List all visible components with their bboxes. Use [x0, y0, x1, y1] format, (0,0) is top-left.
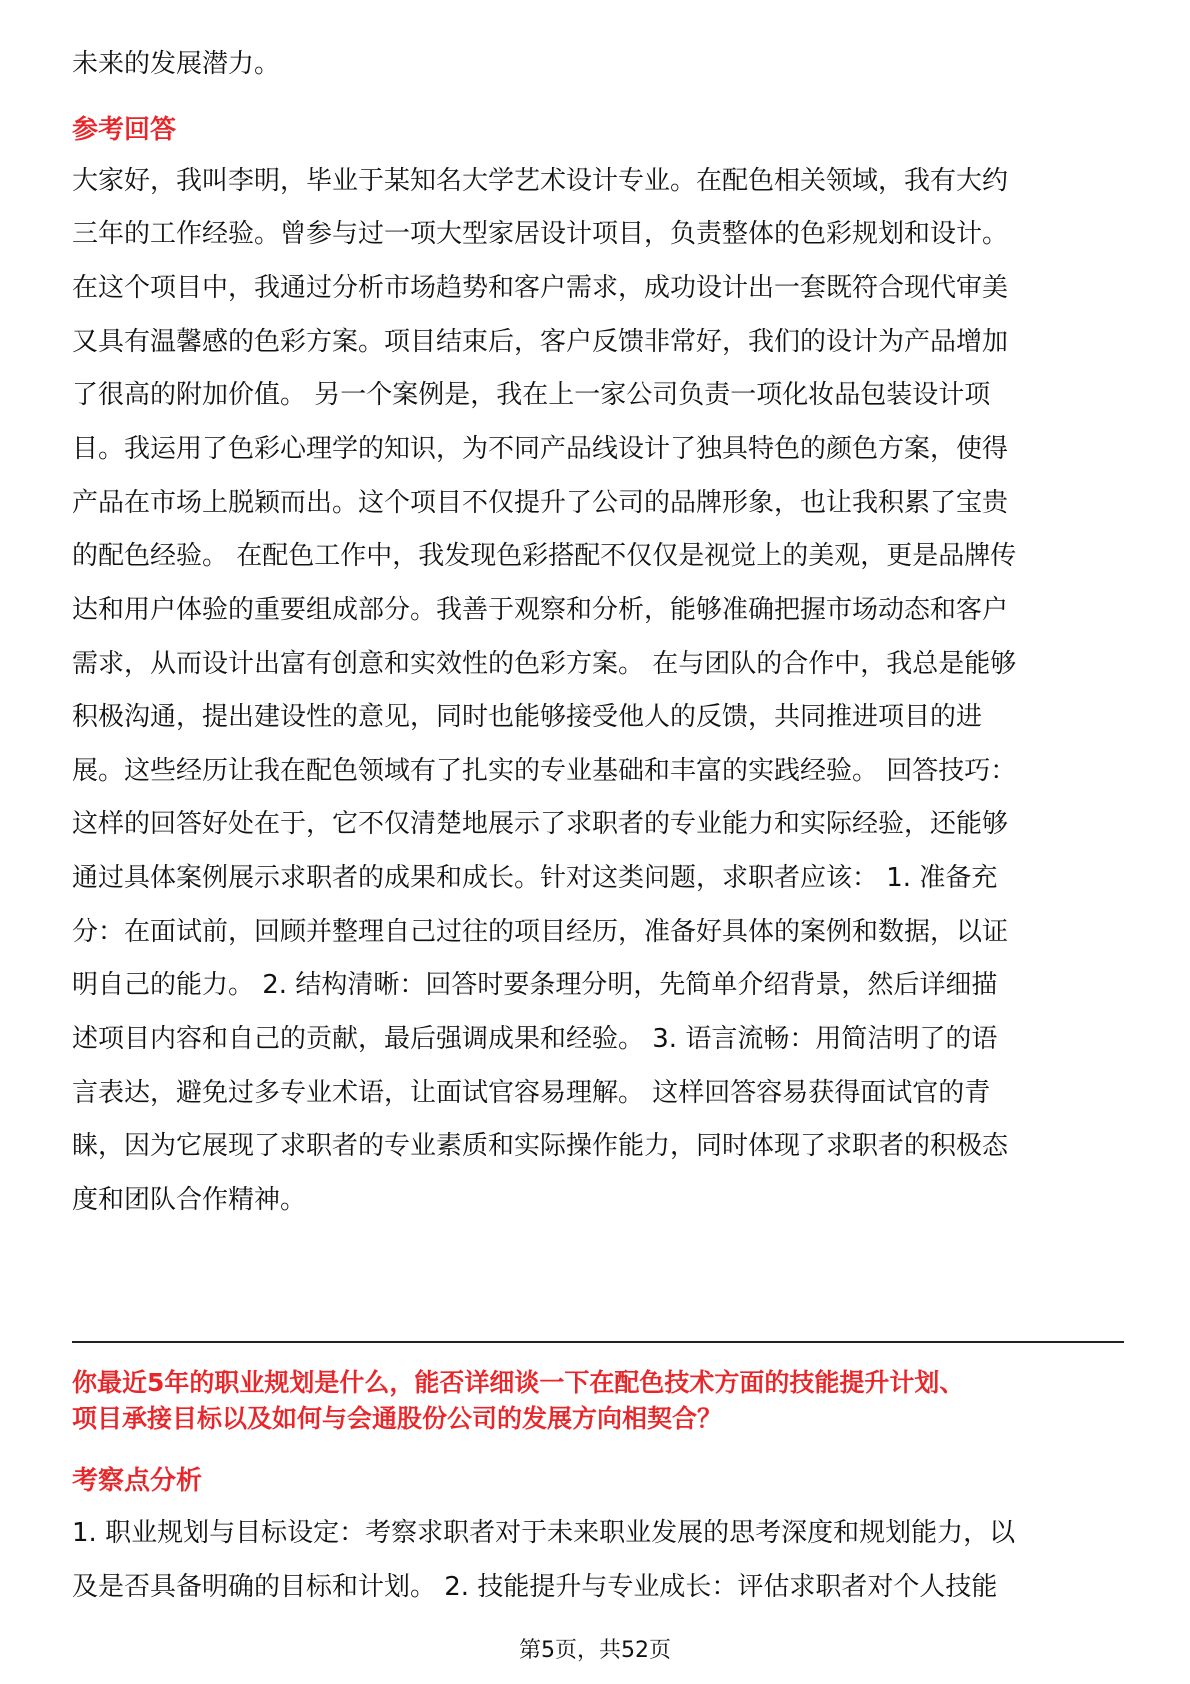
answer-line: 了很高的附加价值。 另一个案例是，我在上一家公司负责一项化妆品包装设计项	[72, 380, 991, 410]
answer-line: 述项目内容和自己的贡献，最后强调成果和经验。 3. 语言流畅：用简洁明了的语	[72, 1024, 998, 1054]
page-number: 第5页，共52页	[519, 1638, 671, 1663]
answer-line: 大家好，我叫李明，毕业于某知名大学艺术设计专业。在配色相关领域，我有大约	[72, 166, 1009, 196]
answer-heading: 参考回答	[72, 115, 177, 145]
section-divider	[72, 1341, 1124, 1343]
analysis-heading: 考察点分析	[72, 1466, 203, 1496]
analysis-line: 及是否具备明确的目标和计划。 2. 技能提升与专业成长：评估求职者对个人技能	[72, 1572, 998, 1602]
analysis-line: 1. 职业规划与目标设定：考察求职者对于未来职业发展的思考深度和规划能力，以	[72, 1518, 1016, 1548]
answer-line: 目。我运用了色彩心理学的知识，为不同产品线设计了独具特色的颜色方案，使得	[72, 434, 1009, 464]
paragraph-line: 未来的发展潜力。	[72, 49, 281, 79]
answer-line: 需求，从而设计出富有创意和实效性的色彩方案。 在与团队的合作中，我总是能够	[72, 649, 1017, 679]
answer-line: 在这个项目中，我通过分析市场趋势和客户需求，成功设计出一套既符合现代审美	[72, 273, 1009, 303]
answer-line: 这样的回答好处在于，它不仅清楚地展示了求职者的专业能力和实际经验，还能够	[72, 809, 1009, 839]
answer-line: 明自己的能力。 2. 结构清晰：回答时要条理分明，先简单介绍背景，然后详细描	[72, 970, 998, 1000]
question-line: 你最近5年的职业规划是什么，能否详细谈一下在配色技术方面的技能提升计划、	[72, 1368, 965, 1397]
answer-line: 展。这些经历让我在配色领域有了扎实的专业基础和丰富的实践经验。 回答技巧：	[72, 756, 1017, 786]
answer-line: 积极沟通，提出建设性的意见，同时也能够接受他人的反馈，共同推进项目的进	[72, 702, 983, 732]
answer-line: 的配色经验。 在配色工作中，我发现色彩搭配不仅仅是视觉上的美观，更是品牌传	[72, 541, 1017, 571]
answer-line: 又具有温馨感的色彩方案。项目结束后，客户反馈非常好，我们的设计为产品增加	[72, 327, 1009, 357]
answer-line: 达和用户体验的重要组成部分。我善于观察和分析，能够准确把握市场动态和客户	[72, 595, 1009, 625]
answer-line: 三年的工作经验。曾参与过一项大型家居设计项目，负责整体的色彩规划和设计。	[72, 219, 1009, 249]
answer-line: 通过具体案例展示求职者的成果和成长。针对这类问题，求职者应该： 1. 准备充	[72, 863, 998, 893]
answer-line: 言表达，避免过多专业术语，让面试官容易理解。 这样回答容易获得面试官的青	[72, 1078, 991, 1108]
answer-line: 产品在市场上脱颖而出。这个项目不仅提升了公司的品牌形象，也让我积累了宝贵	[72, 488, 1009, 518]
answer-line: 分：在面试前，回顾并整理自己过往的项目经历，准备好具体的案例和数据，以证	[72, 917, 1009, 947]
answer-line: 度和团队合作精神。	[72, 1185, 307, 1215]
question-line: 项目承接目标以及如何与会通股份公司的发展方向相契合？	[72, 1404, 723, 1433]
answer-line: 睐，因为它展现了求职者的专业素质和实际操作能力，同时体现了求职者的积极态	[72, 1131, 1009, 1161]
